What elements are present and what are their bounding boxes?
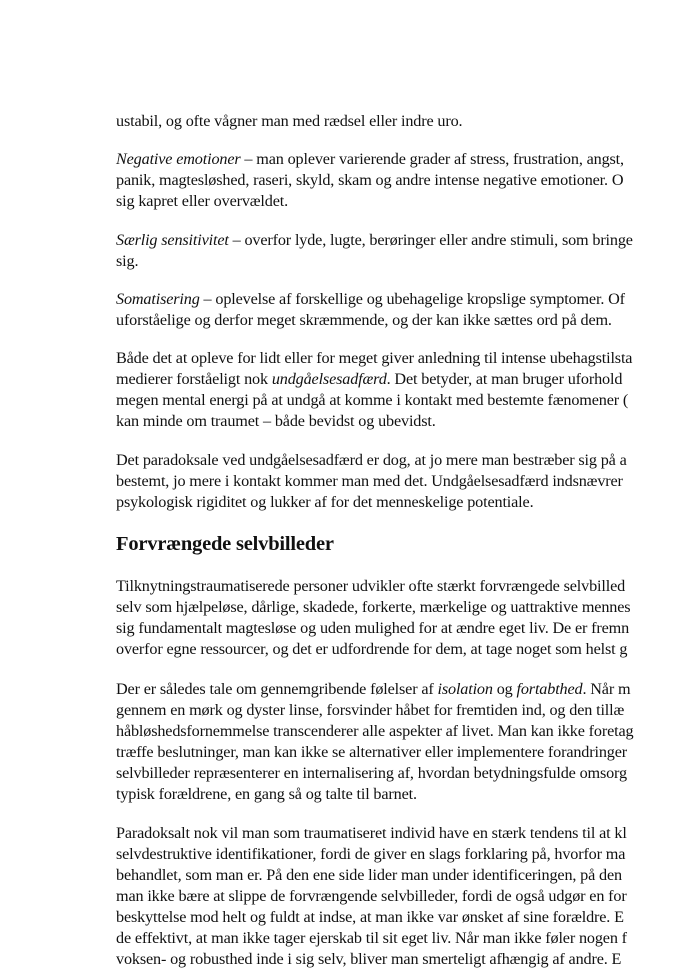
text-span: . Det betyder, at man bruger uforhold [386, 370, 623, 388]
text-line: håbløshedsfornemmelse transcenderer alle aspekter af livet. Man kan ikke foretag [116, 722, 634, 740]
text-line: de effektivt, at man ikke tager ejerskab til sit eget liv. Når man ikke føler nogen f [116, 929, 627, 947]
text-line: kan minde om traumet – både bevidst og ubevidst. [116, 412, 436, 430]
text-line: sig fundamentalt magtesløse og uden mulighed for at ændre eget liv. De er fremn [116, 619, 630, 637]
text-line: Paradoksalt nok vil man som traumatiseret individ have en stærk tendens til at kl [116, 824, 627, 842]
italic-term: Somatisering [116, 290, 200, 308]
text-line: sig. [116, 252, 139, 270]
italic-term: fortabthed [516, 680, 583, 698]
text-span: . Når m [582, 680, 631, 698]
text-span: – man oplever varierende grader af stress, frustration, angst, [240, 150, 624, 168]
italic-term: Negative emotioner [116, 150, 241, 168]
text-line: voksen- og robusthed inde i sig selv, bliver man smerteligt afhængig af andre. E [116, 950, 622, 968]
section-heading: Forvrængede selvbilleder [116, 533, 334, 555]
text-line: overfor egne ressourcer, og det er udfordrende for dem, at tage noget som helst g [116, 640, 628, 658]
text-line: psykologisk rigiditet og lukker af for det menneskelige potentiale. [116, 493, 534, 511]
text-line: uforståelige og derfor meget skræmmende, og der kan ikke sættes ord på dem. [116, 311, 612, 329]
text-line [116, 679, 630, 699]
text-line: beskyttelse mod helt og fuldt at indse, at man ikke var ønsket af sine forældre. E [116, 908, 624, 926]
text-line: man ikke bære at slippe de forvrængende selvbilleder, fordi de også udgør en for [116, 887, 627, 905]
text-line: panik, magtesløshed, raseri, skyld, skam og andre intense negative emotioner. O [116, 171, 624, 189]
text-span: Der er således tale om gennemgribende følelser af [116, 680, 438, 698]
text-line [116, 149, 624, 169]
text-line: behandlet, som man er. På den ene side lider man under identificeringen, på den [116, 866, 622, 884]
text-line: Tilknytningstraumatiserede personer udvikler ofte stærkt forvrængede selvbilled [116, 577, 626, 595]
text-line [116, 369, 622, 389]
text-line: Det paradoksale ved undgåelsesadfærd er dog, at jo mere man bestræber sig på a [116, 451, 627, 469]
text-line [116, 289, 625, 309]
text-line: sig kapret eller overvældet. [116, 192, 289, 210]
text-span: – oplevelse af forskellige og ubehagelige kropslige symptomer. Of [199, 290, 625, 308]
text-line: ustabil, og ofte vågner man med rædsel eller indre uro. [116, 112, 463, 130]
text-line: gennem en mørk og dyster linse, forsvinder håbet for fremtiden ind, og den tillæ [116, 701, 625, 719]
text-line: bestemt, jo mere i kontakt kommer man med det. Undgåelsesadfærd indsnævrer [116, 472, 623, 490]
text-line: megen mental energi på at undgå at komme i kontakt med bestemte fænomener ( [116, 391, 629, 409]
italic-term: undgåelsesadfærd [271, 370, 387, 388]
text-line: selvdestruktive identifikationer, fordi de giver en slags forklaring på, hvorfor ma [116, 845, 626, 863]
text-line: typisk forældrene, en gang så og talte til barnet. [116, 785, 417, 803]
text-line: selv som hjælpeløse, dårlige, skadede, forkerte, mærkelige og uattraktive mennes [116, 598, 631, 616]
text-line: selvbilleder repræsenterer en internalisering af, hvordan betydningsfulde omsorg [116, 764, 627, 782]
text-span: og [492, 680, 517, 698]
italic-term: isolation [437, 680, 493, 698]
text-line [116, 230, 633, 250]
text-span: – overfor lyde, lugte, berøringer eller andre stimuli, som bringe [228, 231, 633, 249]
text-line: Både det at opleve for lidt eller for meget giver anledning til intense ubehagstilsta [116, 349, 633, 367]
italic-term: Særlig sensitivitet [116, 231, 229, 249]
text-span: medierer forståeligt nok [116, 370, 272, 388]
text-line: træffe beslutninger, man kan ikke se alternativer eller implementere forandringer [116, 743, 627, 761]
